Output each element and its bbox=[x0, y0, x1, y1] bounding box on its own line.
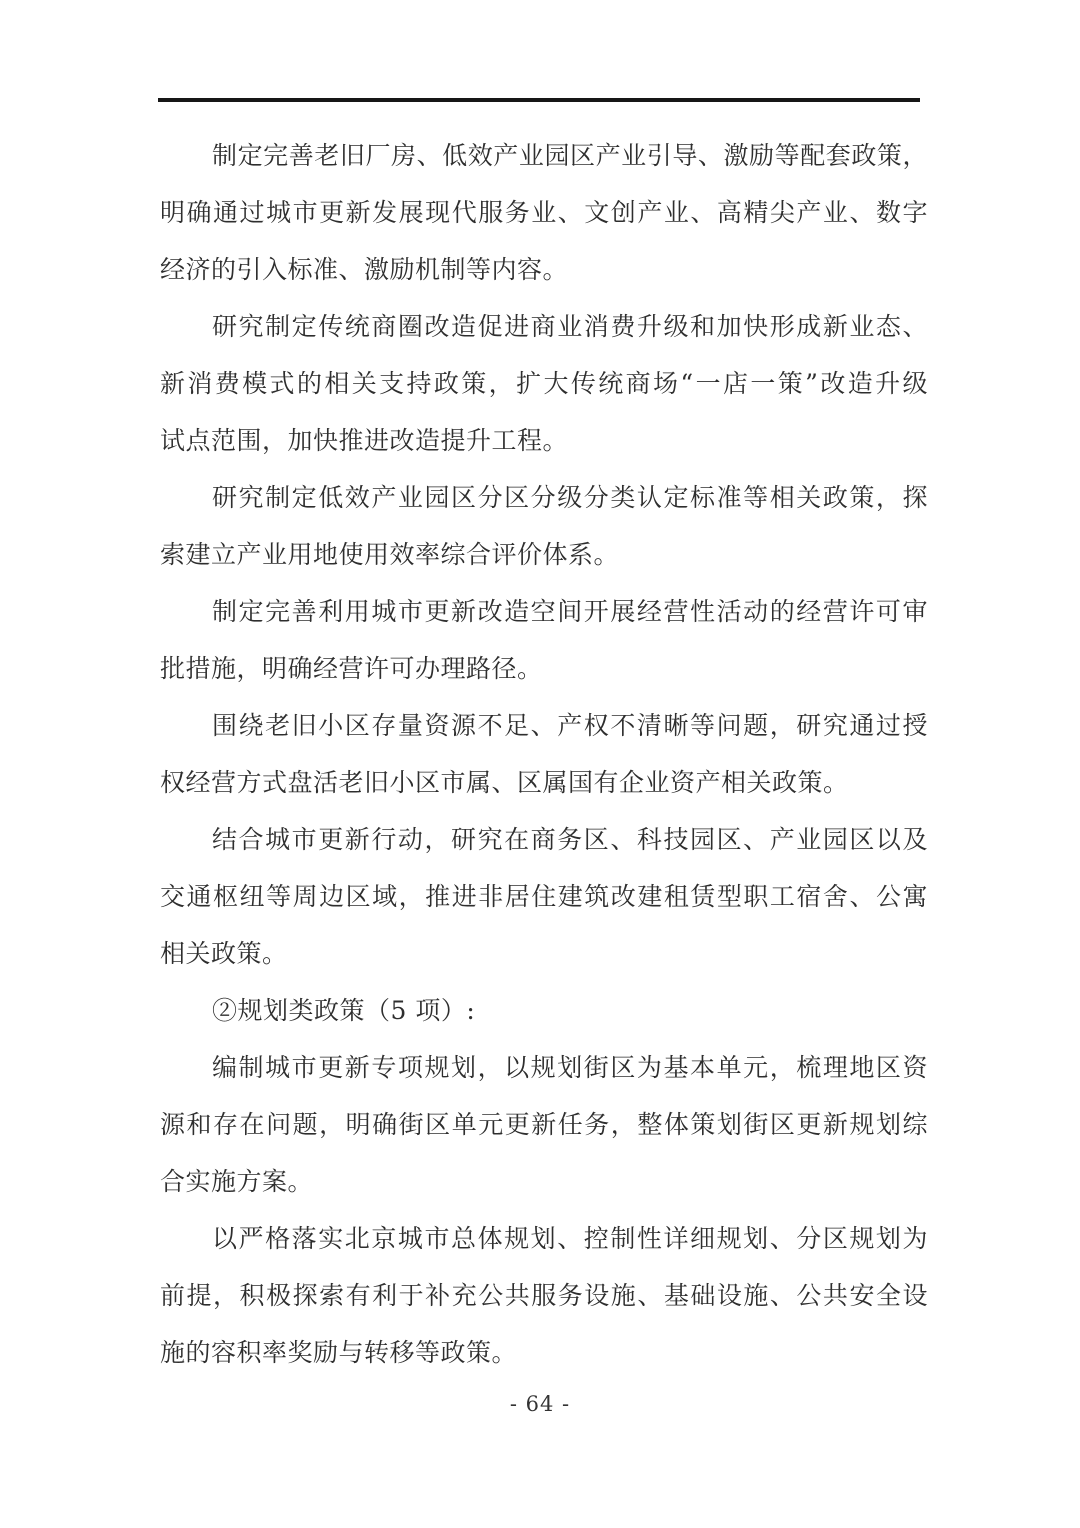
page-number: - 64 - bbox=[509, 1392, 571, 1416]
text-line: 围绕老旧小区存量资源不足、产权不清晰等问题，研究通过授 bbox=[212, 711, 928, 740]
text-line: ②规划类政策（5 项）: bbox=[212, 996, 476, 1025]
text-line: 索建立产业用地使用效率综合评价体系。 bbox=[160, 540, 620, 569]
text-line: 权经营方式盘活老旧小区市属、区属国有企业资产相关政策。 bbox=[160, 768, 849, 797]
text-line: 制定完善老旧厂房、低效产业园区产业引导、激励等配套政策， bbox=[212, 141, 928, 170]
text-line: 源和存在问题，明确街区单元更新任务，整体策划街区更新规划综 bbox=[160, 1110, 928, 1139]
text-line: 批措施，明确经营许可办理路径。 bbox=[160, 654, 543, 683]
text-line: 新消费模式的相关支持政策，扩大传统商场“一店一策”改造升级 bbox=[160, 369, 928, 398]
text-line: 试点范围，加快推进改造提升工程。 bbox=[160, 426, 569, 455]
text-line: 施的容积率奖励与转移等政策。 bbox=[160, 1338, 518, 1367]
header-rule bbox=[158, 98, 920, 102]
text-line: 研究制定传统商圈改造促进商业消费升级和加快形成新业态、 bbox=[212, 312, 928, 341]
text-line: 研究制定低效产业园区分区分级分类认定标准等相关政策，探 bbox=[212, 483, 928, 512]
text-line: 前提，积极探索有利于补充公共服务设施、基础设施、公共安全设 bbox=[160, 1281, 928, 1310]
text-line: 合实施方案。 bbox=[160, 1167, 314, 1196]
text-line: 以严格落实北京城市总体规划、控制性详细规划、分区规划为 bbox=[212, 1224, 928, 1253]
text-line: 编制城市更新专项规划，以规划街区为基本单元，梳理地区资 bbox=[212, 1053, 928, 1082]
text-line: 经济的引入标准、激励机制等内容。 bbox=[160, 255, 569, 284]
text-line: 交通枢纽等周边区域，推进非居住建筑改建租赁型职工宿舍、公寓 bbox=[160, 882, 928, 911]
document-body bbox=[160, 127, 928, 1381]
text-line: 明确通过城市更新发展现代服务业、文创产业、高精尖产业、数字 bbox=[160, 198, 928, 227]
text-line: 相关政策。 bbox=[160, 939, 288, 968]
text-line: 制定完善利用城市更新改造空间开展经营性活动的经营许可审 bbox=[212, 597, 928, 626]
text-line: 结合城市更新行动，研究在商务区、科技园区、产业园区以及 bbox=[212, 825, 928, 854]
